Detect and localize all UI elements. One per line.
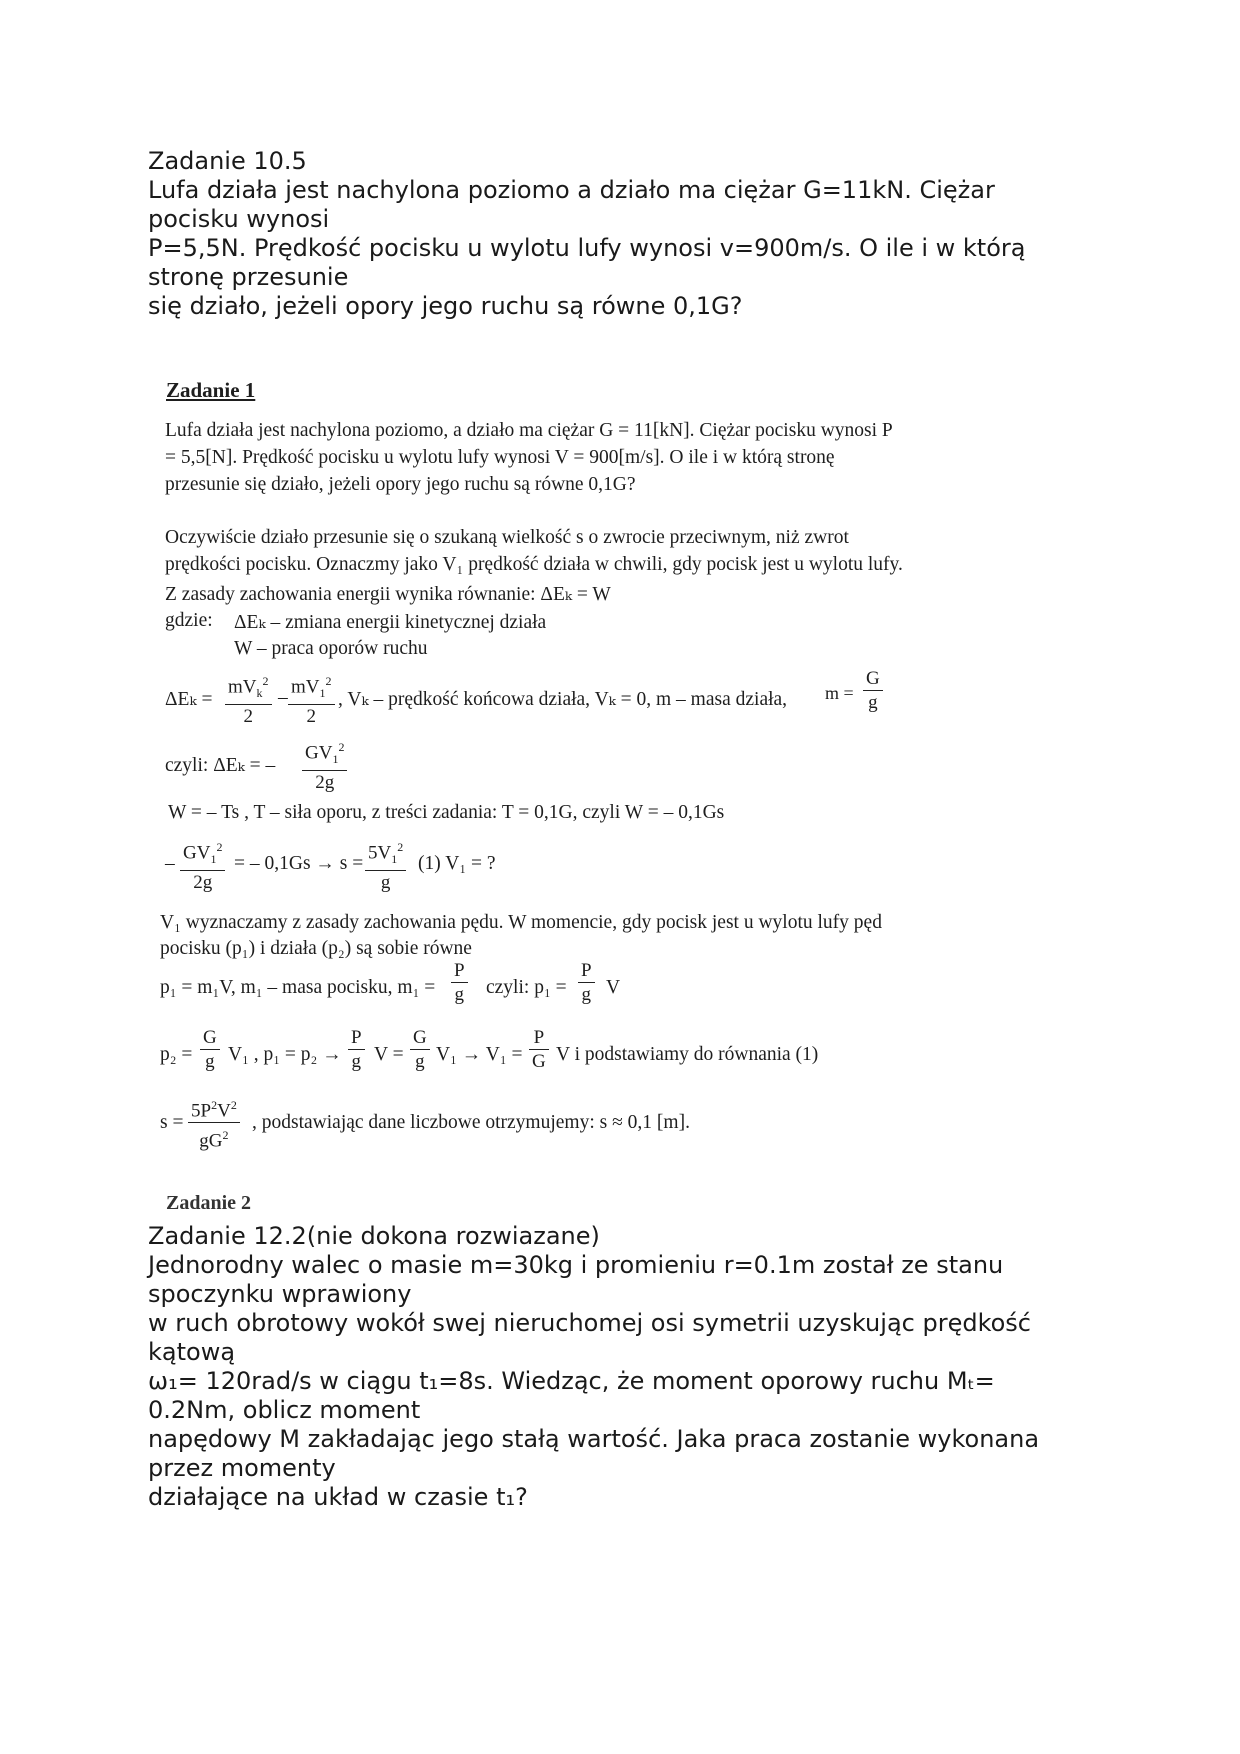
fraction-result: $\frac{5P^2V^2}{gG^2}$ — [188, 1094, 240, 1154]
momentum-end: V i podstawiamy do równania (1) — [556, 1044, 819, 1065]
result-tail: , podstawiając dane liczbowe otrzymujemy: s ≈ 0,1 [m]. — [252, 1112, 690, 1133]
solution-line: prędkości pocisku. Oznaczmy jako V₁ prędkość działa w chwili, gdy pocisk jest u wylotu lufy. — [165, 554, 903, 575]
result-lhs: s = — [160, 1112, 184, 1133]
task-heading: Zadanie 10.5 — [148, 147, 307, 175]
task-heading: Zadanie 12.2(nie dokona rozwiazane) — [148, 1222, 600, 1250]
task-text-line: spoczynku wprawiony — [148, 1280, 412, 1308]
fraction-p-over-g: $\frac{P}{g}$ — [578, 960, 595, 1007]
fraction-p-over-g: $\frac{P}{g}$ — [451, 960, 468, 1007]
solution-title: Zadanie 1 — [166, 378, 256, 402]
mass-eq-lhs: m = — [825, 683, 854, 703]
where-label: gdzie: — [165, 610, 213, 631]
fraction-g-over-g: $\frac{G}{g}$ — [200, 1027, 220, 1074]
solution-line: pocisku (p₁) i działa (p₂) są sobie równe — [160, 938, 472, 959]
where-definition: ΔEₖ – zmiana energii kinetycznej działa — [234, 612, 547, 633]
task-text-line: przez momenty — [148, 1454, 336, 1482]
fraction-p-over-g: $\frac{P}{g}$ — [348, 1027, 365, 1074]
czyli-label: czyli: ΔEₖ = – — [165, 755, 276, 776]
equation-middle: = – 0,1Gs → s = — [234, 853, 364, 874]
task-text-line: działające na układ w czasie t₁? — [148, 1483, 528, 1511]
momentum-p2-tail: V₁ , p₁ = p₂ → — [228, 1044, 342, 1065]
momentum-mid: V = — [374, 1044, 404, 1065]
equation-tail: (1) V₁ = ? — [418, 853, 496, 874]
task-text-line: Lufa działa jest nachylona poziomo a działo ma ciężar G=11kN. Ciężar — [148, 176, 995, 204]
solution-line: Oczywiście działo przesunie się o szukaną wielkość s o zwrocie przeciwnym, niż zwrot — [165, 527, 849, 548]
task-text-line: Jednorodny walec o masie m=30kg i promieniu r=0.1m został ze stanu — [148, 1251, 1004, 1279]
task-text-line: kątową — [148, 1338, 236, 1366]
fraction-g-over-g: $\frac{G}{g}$ — [410, 1027, 430, 1074]
work-line: W = – Ts , T – siła oporu, z treści zadania: T = 0,1G, czyli W = – 0,1Gs — [168, 802, 725, 823]
problem-line: Lufa działa jest nachylona poziomo, a działo ma ciężar G = 11[kN]. Ciężar pocisku wynosi P — [165, 420, 893, 441]
fraction-gv12-2g: $\frac{GV_1^2}{2g}$ — [180, 836, 225, 895]
task-text-line: napędowy M zakładając jego stałą wartość. Jaka praca zostanie wykonana — [148, 1425, 1040, 1453]
energy-eq-lhs: ΔEₖ = — [165, 689, 213, 710]
scanned-solution: Zadanie 1 Lufa działa jest nachylona poziomo, a działo ma ciężar G = 11[kN]. Ciężar pocisku wynosi P = 5,5[N]. Prędkość pocisku u wylotu lufy wynosi V = 900[m/s]. O ile i w którą stronę przesunie się działo, jeżeli opory jego ruchu są równe 0,1G? Oczywiście działo przesunie się o szukaną wielkość s o zwrocie przeciwnym, niż zwrot prędkości pocisku. Oznaczmy jako V₁ prędkość działa w chwili, gdy pocisk jest u wylotu lufy. Z zasady zachowania energii wynika równanie: ΔEₖ = W gdzie: ΔEₖ – zmiana energii kinetycznej działa W – praca oporów ruchu ΔEₖ = $mV_k^2$ 2 – $\frac{mV_1^2}{2}$ , Vₖ – prędkość końcowa działa, Vₖ = 0, m – masa działa, m = $\frac{G}{g}$ czyli: ΔEₖ = – $\frac{GV_1^2}{2g}$ W = – Ts , T – siła oporu, z treści zadania: T = 0,1G, czyli W = – 0,1Gs – $\frac{GV_1^2}{2g}$ = – 0,1Gs → s = $\frac{5V_1^2}{g}$ (1) V₁ = ? V₁ wyznaczamy z zasady zachowania pędu. W momencie, gdy pocisk jest u wylotu lufy pęd pocisku (p₁) i działa (p₂) są sobie równe p₁ = m₁V, m₁ – masa pocisku, m₁ = $\frac{P}{g}$ czyli: p₁ = $\frac{P}{g}$ V p₂ = $\frac{G}{g}$ V₁ , p₁ = p₂ → $\frac{P}{g}$ V = $\frac{G}{g}$ V₁ → V₁ = $\frac{P}{G}$ V i podstawiamy do równania (1) s = $\frac{5P^2V^2}{gG^2}$ , podstawiając dane liczbowe otrzymujemy: s ≈ 0,1 [m]. Zadanie 2 — [160, 378, 903, 1214]
fraction-gv12-2g: $\frac{GV_1^2}{2g}$ — [302, 736, 347, 795]
solution-line: V₁ wyznaczamy z zasady zachowania pędu. W momencie, gdy pocisk jest u wylotu lufy pęd — [160, 912, 882, 933]
momentum-p2: p₂ = — [160, 1044, 193, 1065]
task-text-line: stronę przesunie — [148, 263, 349, 291]
momentum-mid: V₁ → V₁ = — [436, 1044, 523, 1065]
fraction-p-over-g-cap: $\frac{P}{G}$ — [529, 1027, 549, 1074]
momentum-p1: p₁ = m₁V, m₁ – masa pocisku, m₁ = — [160, 977, 436, 998]
fraction-mvk2: $mV_k^2$ 2 — [225, 670, 272, 729]
task-text-line: P=5,5N. Prędkość pocisku u wylotu lufy wynosi v=900m/s. O ile i w którą — [148, 234, 1026, 262]
fraction-mv12: $\frac{mV_1^2}{2}$ — [288, 670, 335, 729]
solution-line: Z zasady zachowania energii wynika równanie: ΔEₖ = W — [165, 584, 611, 605]
task-text-line: się działo, jeżeli opory jego ruchu są równe 0,1G? — [148, 292, 743, 320]
task-text-line: w ruch obrotowy wokół swej nieruchomej osi symetrii uzyskując prędkość — [148, 1309, 1031, 1337]
task-text-line: 0.2Nm, oblicz moment — [148, 1396, 421, 1424]
fraction-g-over-g: $\frac{G}{g}$ — [863, 668, 883, 715]
task-10-5 — [148, 147, 1148, 321]
task-text-line: pocisku wynosi — [148, 205, 330, 233]
problem-line: = 5,5[N]. Prędkość pocisku u wylotu lufy wynosi V = 900[m/s]. O ile i w którą stronę — [165, 447, 835, 468]
fraction-5v12-g: $\frac{5V_1^2}{g}$ — [365, 836, 406, 895]
cut-off-heading: Zadanie 2 — [166, 1192, 252, 1214]
energy-eq-tail: , Vₖ – prędkość końcowa działa, Vₖ = 0, m – masa działa, — [338, 689, 788, 710]
problem-line: przesunie się działo, jeżeli opory jego ruchu są równe 0,1G? — [165, 474, 636, 495]
where-definition: W – praca oporów ruchu — [234, 638, 428, 659]
task-text-line: ω₁= 120rad/s w ciągu t₁=8s. Wiedząc, że moment oporowy ruchu Mₜ= — [148, 1367, 995, 1395]
task-12-2 — [148, 1222, 1148, 1512]
momentum-czyli: czyli: p₁ = — [486, 977, 567, 998]
